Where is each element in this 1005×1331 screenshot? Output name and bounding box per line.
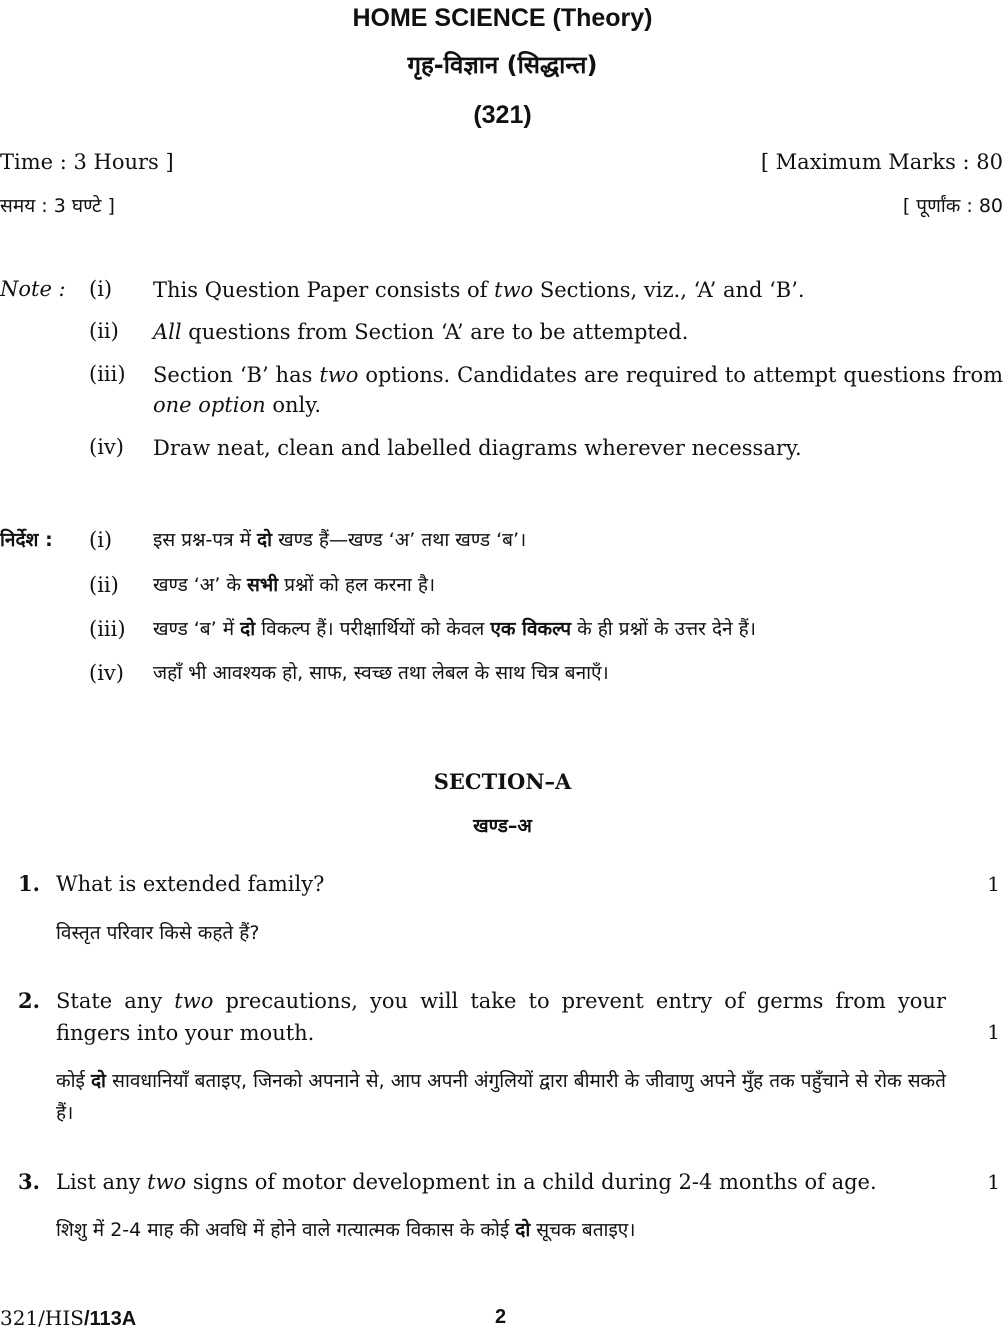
question-text: What is extended family? [56,872,325,896]
note-item: Draw neat, clean and labelled diagrams wherever necessary. [153,436,802,460]
note-item-num: (i) [89,277,113,301]
time-allowed-hindi: समय : 3 घण्टे ] [0,195,115,217]
nirdesh-item-num: (ii) [89,573,119,597]
nirdesh-item: जहाँ भी आवश्यक हो, साफ, स्वच्छ तथा लेबल के साथ चित्र बनाएँ। [153,662,609,684]
nirdesh-item-num: (i) [89,528,113,552]
question-number: 2. [18,988,40,1013]
nirdesh-label: निर्देश : [0,529,53,551]
section-title-hindi: खण्ड–अ [473,815,532,837]
time-allowed: Time : 3 Hours ] [0,150,174,174]
nirdesh-item: इस प्रश्न-पत्र में दो खण्ड हैं—खण्ड ‘अ’ तथा खण्ड ‘ब’। [153,529,527,551]
section-title: SECTION–A [433,769,572,794]
question-number: 3. [18,1169,40,1194]
note-item: All questions from Section ‘A’ are to be attempted. [153,320,689,344]
maximum-marks-hindi: [ पूर्णांक : 80 [902,195,1003,217]
note-item-num: (iv) [89,435,124,459]
question-text: State any two precautions, you will take to prevent entry of germs from your fingers into your mouth. [56,989,946,1045]
page-number: 2 [495,1306,507,1328]
nirdesh-item: खण्ड ‘अ’ के सभी प्रश्नों को हल करना है। [153,574,436,596]
question-marks: 1 [987,1170,1000,1194]
note-item: Section ‘B’ has two options. Candidates are required to attempt questions from one option only. [153,363,1004,417]
question-number: 1. [18,871,40,896]
question-text: List any two signs of motor development in a child during 2-4 months of age. [56,1170,877,1194]
maximum-marks: [ Maximum Marks : 80 [760,150,1003,174]
nirdesh-item: खण्ड ‘ब’ में दो विकल्प हैं। परीक्षार्थियों को केवल एक विकल्प के ही प्रश्नों के उत्तर देने हैं। [153,618,756,640]
question-text-hindi: कोई दो सावधानियाँ बताइए, जिनको अपनाने से, आप अपनी अंगुलियों द्वारा बीमारी के जीवाणु अपने मुँह तक पहुँचाने से रोक सकते हैं। [56,1070,946,1124]
paper-code-footer: 321/HIS/113A [0,1306,137,1330]
paper-title-hindi: गृह-विज्ञान (सिद्धान्त) [407,51,598,79]
nirdesh-item-num: (iv) [89,661,124,685]
paper-title: HOME SCIENCE (Theory) [352,4,653,32]
question-text-hindi: शिशु में 2-4 माह की अवधि में होने वाले गत्यात्मक विकास के कोई दो सूचक बताइए। [56,1219,636,1241]
note-item-num: (iii) [89,362,126,386]
question-marks: 1 [987,1020,1000,1044]
question-marks: 1 [987,872,1000,896]
note-label: Note : [0,277,66,301]
nirdesh-item-num: (iii) [89,617,126,641]
note-item: This Question Paper consists of two Sections, viz., ‘A’ and ‘B’. [153,278,805,302]
note-item-num: (ii) [89,319,119,343]
question-text-hindi: विस्तृत परिवार किसे कहते हैं? [56,922,260,944]
paper-code: (321) [473,101,532,129]
